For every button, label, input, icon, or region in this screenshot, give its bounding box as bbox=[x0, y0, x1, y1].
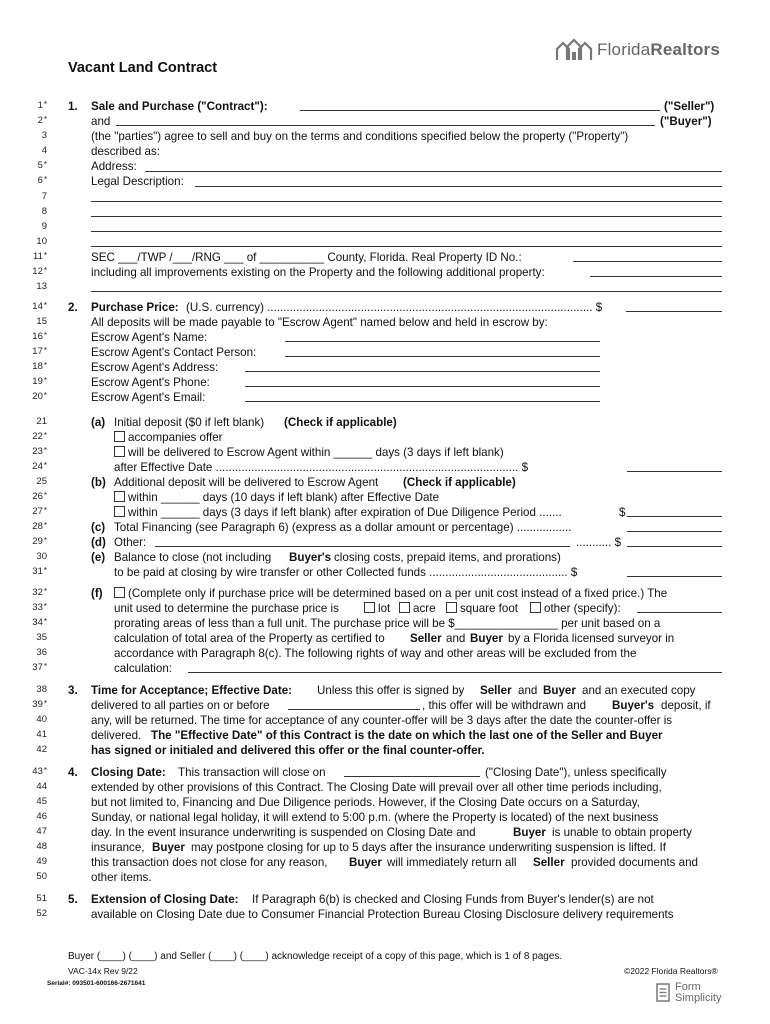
contract-text: (e) bbox=[91, 551, 106, 564]
contract-text: Purchase Price: bbox=[91, 301, 179, 314]
logo-text: FloridaRealtors bbox=[597, 40, 720, 59]
line-number: 11* bbox=[33, 251, 47, 262]
line-number: 21 bbox=[36, 416, 47, 427]
contract-text: Escrow Agent's Contact Person: bbox=[91, 346, 257, 359]
contract-text: is unable to obtain property bbox=[552, 826, 692, 839]
contract-text: Buyer bbox=[152, 841, 185, 854]
checkbox[interactable] bbox=[114, 587, 125, 598]
serial-number: Serial#: 093501-600166-2671641 bbox=[47, 980, 146, 987]
checkbox[interactable] bbox=[114, 506, 125, 517]
contract-text: 4. bbox=[68, 766, 78, 779]
line-number: 35 bbox=[36, 632, 47, 643]
line-number: 51 bbox=[36, 893, 47, 904]
contract-text: and bbox=[446, 632, 466, 645]
checkbox[interactable] bbox=[114, 446, 125, 457]
contract-text: Sunday, or national legal holiday, it will extend to 5:00 p.m. (where the Property is located) of the next business bbox=[91, 811, 659, 824]
line-number: 34* bbox=[32, 617, 47, 628]
line-number: 46 bbox=[36, 811, 47, 822]
contract-text: described as: bbox=[91, 145, 160, 158]
contract-text: (Complete only if purchase price will be determined based on a per unit cost instead of a fixed price.) The bbox=[114, 587, 667, 600]
line-number: 5* bbox=[37, 160, 47, 171]
contract-text: lot bbox=[364, 602, 390, 615]
contract-text: Total Financing (see Paragraph 6) (express as a dollar amount or percentage) ................. bbox=[114, 521, 572, 534]
contract-text: Seller bbox=[480, 684, 512, 697]
document-title: Vacant Land Contract bbox=[68, 60, 218, 76]
contract-text: by a Florida licensed surveyor in bbox=[508, 632, 675, 645]
line-number: 24* bbox=[32, 461, 47, 472]
required-star: * bbox=[43, 602, 47, 611]
contract-text: within ______ days (3 days if left blank) after expiration of Due Diligence Period ....... bbox=[114, 506, 562, 519]
contract-text: SEC ___/TWP /___/RNG ___ of __________ County, Florida. Real Property ID No.: bbox=[91, 251, 522, 264]
fill-in-blank[interactable] bbox=[245, 401, 600, 402]
contract-text: other (specify): bbox=[530, 602, 621, 615]
required-star: * bbox=[43, 160, 47, 169]
contract-text: and an executed copy bbox=[582, 684, 696, 697]
contract-text: ("Closing Date"), unless specifically bbox=[485, 766, 667, 779]
line-number: 43* bbox=[32, 766, 47, 777]
contract-text: may postpone closing for up to 5 days after the insurance underwriting suspension is lifted. If bbox=[191, 841, 666, 854]
required-star: * bbox=[43, 617, 47, 626]
fill-in-blank[interactable] bbox=[637, 612, 722, 613]
line-number: 2* bbox=[37, 115, 47, 126]
fill-in-blank[interactable] bbox=[590, 276, 722, 277]
contract-text: including all improvements existing on the Property and the following additional property: bbox=[91, 266, 545, 279]
contract-text: Buyer bbox=[349, 856, 382, 869]
contract-text: provided documents and bbox=[571, 856, 698, 869]
contract-text: accompanies offer bbox=[114, 431, 223, 444]
required-star: * bbox=[43, 361, 47, 370]
checkbox[interactable] bbox=[114, 431, 125, 442]
contract-text: 2. bbox=[68, 301, 78, 314]
line-number: 10 bbox=[36, 236, 47, 247]
contract-text: square foot bbox=[446, 602, 518, 615]
line-number: 39* bbox=[32, 699, 47, 710]
fill-in-blank[interactable] bbox=[145, 171, 722, 172]
line-number: 7 bbox=[41, 191, 47, 202]
contract-text: prorating areas of less than a full unit. The purchase price will be $________________ per unit based on a bbox=[114, 617, 661, 630]
contract-text: but not limited to, Financing and Due Diligence periods. However, if the Closing Date occurs on a Saturday, bbox=[91, 796, 640, 809]
required-star: * bbox=[43, 446, 47, 455]
line-number: 47 bbox=[36, 826, 47, 837]
line-number: 30 bbox=[36, 551, 47, 562]
required-star: * bbox=[43, 536, 47, 545]
required-star: * bbox=[43, 461, 47, 470]
contract-text: (Check if applicable) bbox=[284, 416, 397, 429]
contract-text: Buyer's bbox=[289, 551, 332, 564]
contract-text: Other: bbox=[114, 536, 147, 549]
required-star: * bbox=[43, 301, 47, 310]
line-number: 9 bbox=[41, 221, 47, 232]
required-star: * bbox=[43, 662, 47, 671]
line-number: 33* bbox=[32, 602, 47, 613]
contract-text: , this offer will be withdrawn and bbox=[422, 699, 587, 712]
line-number: 12* bbox=[32, 266, 47, 277]
required-star: * bbox=[43, 376, 47, 385]
contract-text: (the "parties") agree to sell and buy on the terms and conditions specified below the property ("Property") bbox=[91, 130, 629, 143]
contract-text: Unless this offer is signed by bbox=[317, 684, 465, 697]
contract-text: 1. bbox=[68, 100, 78, 113]
copyright-notice: ©2022 Florida Realtors® bbox=[624, 966, 718, 976]
fill-in-blank[interactable] bbox=[626, 311, 722, 312]
line-number: 28* bbox=[32, 521, 47, 532]
form-simplicity-logo: Form Simplicity bbox=[656, 982, 721, 1004]
contract-text: Extension of Closing Date: bbox=[91, 893, 239, 906]
checkbox[interactable] bbox=[530, 602, 541, 613]
contract-text: If Paragraph 6(b) is checked and Closing Funds from Buyer's lender(s) are not bbox=[252, 893, 654, 906]
contract-text: within ______ days (10 days if left blank) after Effective Date bbox=[114, 491, 439, 504]
fill-in-blank[interactable] bbox=[288, 709, 420, 710]
required-star: * bbox=[43, 391, 47, 400]
contract-text: ........... $ bbox=[576, 536, 622, 549]
fill-in-blank[interactable] bbox=[344, 776, 480, 777]
contract-text: will immediately return all bbox=[387, 856, 517, 869]
contract-text: and bbox=[91, 115, 111, 128]
line-number: 8 bbox=[41, 206, 47, 217]
line-number: 14* bbox=[32, 301, 47, 312]
contract-text: Buyer bbox=[543, 684, 576, 697]
line-number: 48 bbox=[36, 841, 47, 852]
fill-in-blank[interactable] bbox=[195, 186, 722, 187]
required-star: * bbox=[43, 506, 47, 515]
contract-text: All deposits will be made payable to "Escrow Agent" named below and held in escrow by: bbox=[91, 316, 548, 329]
line-number: 49 bbox=[36, 856, 47, 867]
contract-text: Escrow Agent's Email: bbox=[91, 391, 206, 404]
required-star: * bbox=[43, 346, 47, 355]
contract-text: Closing Date: bbox=[91, 766, 166, 779]
contract-text: (a) bbox=[91, 416, 106, 429]
contract-text: (Check if applicable) bbox=[403, 476, 516, 489]
contract-text: insurance, bbox=[91, 841, 145, 854]
fill-in-blank[interactable] bbox=[285, 341, 600, 342]
fill-in-blank[interactable] bbox=[116, 125, 655, 126]
fill-in-blank[interactable] bbox=[155, 546, 570, 547]
acknowledgement-line: Buyer (____) (____) and Seller (____) (____) acknowledge receipt of a copy of this page, which is 1 of 8 pages. bbox=[68, 951, 563, 962]
fill-in-blank[interactable] bbox=[627, 531, 722, 532]
fill-in-blank[interactable] bbox=[91, 246, 722, 247]
line-number: 26* bbox=[32, 491, 47, 502]
required-star: * bbox=[43, 491, 47, 500]
contract-text: Balance to close (not including bbox=[114, 551, 272, 564]
contract-text: day. In the event insurance underwriting is suspended on Closing Date and bbox=[91, 826, 476, 839]
checkbox[interactable] bbox=[364, 602, 375, 613]
line-number: 1* bbox=[37, 100, 47, 111]
fill-in-blank[interactable] bbox=[91, 201, 722, 202]
line-number: 23* bbox=[32, 446, 47, 457]
line-number: 22* bbox=[32, 431, 47, 442]
line-number: 27* bbox=[32, 506, 47, 517]
line-number: 32* bbox=[32, 587, 47, 598]
contract-text: extended by other provisions of this Contract. The Closing Date will prevail over all other time periods including, bbox=[91, 781, 662, 794]
florida-realtors-logo bbox=[555, 38, 720, 62]
contract-text: has signed or initialed and delivered this offer or the final counter-offer. bbox=[91, 744, 485, 757]
contract-text: Buyer bbox=[513, 826, 546, 839]
houses-logo-icon bbox=[555, 38, 593, 62]
checkbox[interactable] bbox=[114, 491, 125, 502]
contract-text: delivered to all parties on or before bbox=[91, 699, 270, 712]
line-number: 6* bbox=[37, 175, 47, 186]
contract-text: Escrow Agent's Name: bbox=[91, 331, 208, 344]
contract-text: 5. bbox=[68, 893, 78, 906]
fill-in-blank[interactable] bbox=[627, 546, 722, 547]
contract-text: Buyer's bbox=[612, 699, 655, 712]
required-star: * bbox=[43, 587, 47, 596]
contract-text: to be paid at closing by wire transfer or other Collected funds ........................................... $ bbox=[114, 566, 578, 579]
form-revision: VAC-14x Rev 9/22 bbox=[68, 966, 138, 976]
contract-text: will be delivered to Escrow Agent within ______ days (3 days if left blank) bbox=[114, 446, 504, 459]
fill-in-blank[interactable] bbox=[91, 231, 722, 232]
contract-text: and bbox=[518, 684, 538, 697]
required-star: * bbox=[43, 521, 47, 530]
contract-text: Legal Description: bbox=[91, 175, 184, 188]
contract-text: other items. bbox=[91, 871, 152, 884]
line-number: 15 bbox=[36, 316, 47, 327]
checkbox[interactable] bbox=[446, 602, 457, 613]
line-number: 31* bbox=[32, 566, 47, 577]
contract-text: (U.S. currency) ..................................................................................................... $ bbox=[186, 301, 603, 314]
required-star: * bbox=[43, 766, 47, 775]
contract-text: Escrow Agent's Phone: bbox=[91, 376, 210, 389]
fill-in-blank[interactable] bbox=[285, 356, 600, 357]
contract-text: available on Closing Date due to Consumer Financial Protection Bureau Closing Disclosure delivery requirements bbox=[91, 908, 674, 921]
contract-text: Seller bbox=[533, 856, 565, 869]
required-star: * bbox=[43, 431, 47, 440]
line-number: 18* bbox=[32, 361, 47, 372]
required-star: * bbox=[43, 266, 47, 275]
contract-text: closing costs, prepaid items, and prorations) bbox=[334, 551, 561, 564]
fill-in-blank[interactable] bbox=[91, 216, 722, 217]
line-number: 38 bbox=[36, 684, 47, 695]
fill-in-blank[interactable] bbox=[245, 371, 600, 372]
contract-text: (c) bbox=[91, 521, 106, 534]
contract-text: 3. bbox=[68, 684, 78, 697]
contract-text: Time for Acceptance; Effective Date: bbox=[91, 684, 293, 697]
fill-in-blank[interactable] bbox=[573, 261, 722, 262]
contract-text: $ bbox=[619, 506, 626, 519]
contract-text: this transaction does not close for any reason, bbox=[91, 856, 328, 869]
contract-text: calculation of total area of the Property as certified to bbox=[114, 632, 385, 645]
required-star: * bbox=[43, 100, 47, 109]
line-number: 17* bbox=[32, 346, 47, 357]
contract-text: Address: bbox=[91, 160, 137, 173]
contract-text: ("Seller") bbox=[664, 100, 715, 113]
required-star: * bbox=[43, 566, 47, 575]
fill-in-blank[interactable] bbox=[627, 576, 722, 577]
line-number: 37* bbox=[32, 662, 47, 673]
contract-text: (f) bbox=[91, 587, 103, 600]
line-number: 45 bbox=[36, 796, 47, 807]
contract-text: after Effective Date .............................................................................................. $ bbox=[114, 461, 529, 474]
contract-text: This transaction will close on bbox=[178, 766, 326, 779]
fill-in-blank[interactable] bbox=[627, 516, 722, 517]
contract-text: any, will be returned. The time for acceptance of any counter-offer will be 3 days after the date the counter-offer is bbox=[91, 714, 673, 727]
contract-text: deposit, if bbox=[661, 699, 711, 712]
contract-text: Escrow Agent's Address: bbox=[91, 361, 219, 374]
contract-text: delivered. bbox=[91, 729, 142, 742]
document-stack-icon bbox=[656, 983, 672, 1003]
line-number: 42 bbox=[36, 744, 47, 755]
line-number: 13 bbox=[36, 281, 47, 292]
line-number: 3 bbox=[41, 130, 47, 141]
line-number: 16* bbox=[32, 331, 47, 342]
contract-text: Sale and Purchase ("Contract"): bbox=[91, 100, 268, 113]
contract-text: The "Effective Date" of this Contract is the date on which the last one of the Seller and Buyer bbox=[151, 729, 663, 742]
contract-text: (d) bbox=[91, 536, 106, 549]
contract-text: acre bbox=[399, 602, 436, 615]
fill-in-blank[interactable] bbox=[245, 386, 600, 387]
required-star: * bbox=[43, 251, 47, 260]
line-number: 52 bbox=[36, 908, 47, 919]
line-number: 19* bbox=[32, 376, 47, 387]
required-star: * bbox=[43, 175, 47, 184]
fill-in-blank[interactable] bbox=[188, 672, 722, 673]
line-number: 25 bbox=[36, 476, 47, 487]
contract-text: Additional deposit will be delivered to Escrow Agent bbox=[114, 476, 379, 489]
line-number: 44 bbox=[36, 781, 47, 792]
line-number: 29* bbox=[32, 536, 47, 547]
fill-in-blank[interactable] bbox=[91, 291, 722, 292]
checkbox[interactable] bbox=[399, 602, 410, 613]
contract-text: calculation: bbox=[114, 662, 173, 675]
contract-text: Seller bbox=[410, 632, 442, 645]
contract-text: ("Buyer") bbox=[660, 115, 712, 128]
line-number: 36 bbox=[36, 647, 47, 658]
required-star: * bbox=[43, 115, 47, 124]
line-number: 20* bbox=[32, 391, 47, 402]
line-number: 40 bbox=[36, 714, 47, 725]
contract-text: Initial deposit ($0 if left blank) bbox=[114, 416, 265, 429]
contract-text: unit used to determine the purchase price is bbox=[114, 602, 339, 615]
contract-text: Buyer bbox=[470, 632, 503, 645]
required-star: * bbox=[43, 699, 47, 708]
line-number: 41 bbox=[36, 729, 47, 740]
line-number: 4 bbox=[41, 145, 47, 156]
required-star: * bbox=[43, 331, 47, 340]
fill-in-blank[interactable] bbox=[627, 471, 722, 472]
contract-text: (b) bbox=[91, 476, 106, 489]
fill-in-blank[interactable] bbox=[300, 110, 660, 111]
contract-text: accordance with Paragraph 8(c). The following rights of way and other areas will be excluded from the bbox=[114, 647, 637, 660]
line-number: 50 bbox=[36, 871, 47, 882]
